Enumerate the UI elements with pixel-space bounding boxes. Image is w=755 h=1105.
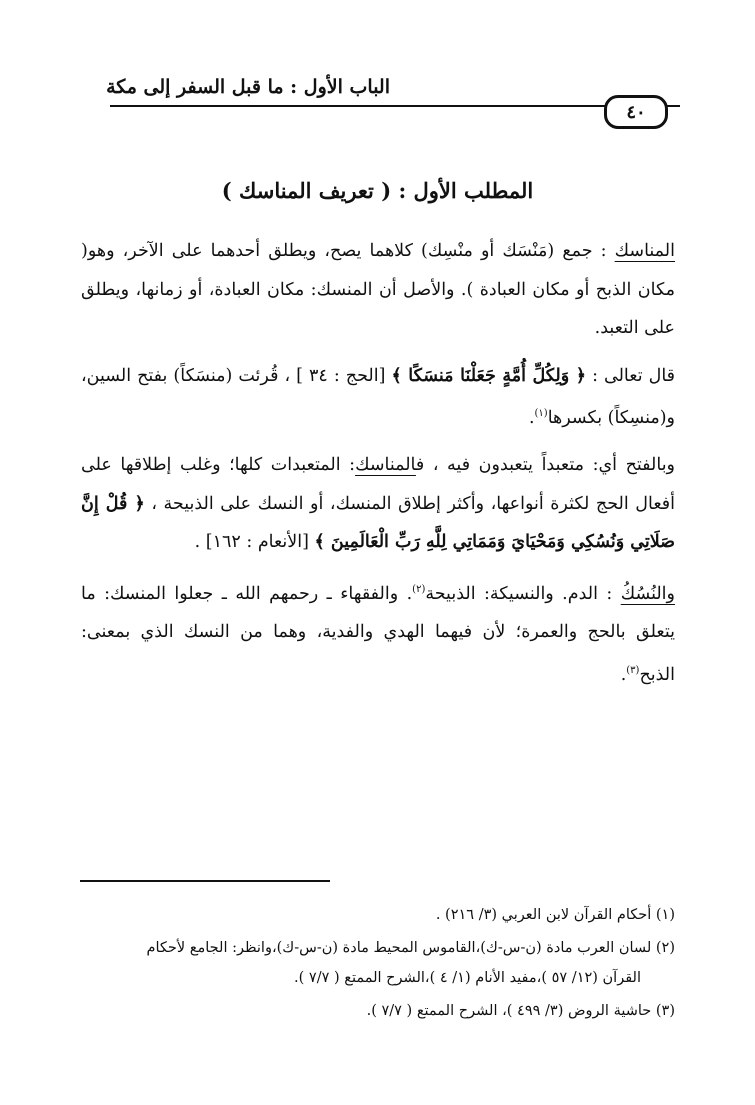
paragraph-4-end: . xyxy=(620,664,627,685)
paragraph-3-after-term: : المتعبدات كلها؛ وغلب إطلاقها على أفعال الحج لكثرة أنواعها، وأكثر إطلاق المنسك، أو النسك على الذبيحة ، xyxy=(81,455,675,514)
footnote-2 xyxy=(81,933,675,993)
paragraph-3 xyxy=(81,446,675,562)
paragraph-1 xyxy=(81,232,675,348)
header-rule xyxy=(110,105,680,107)
footnotes xyxy=(81,900,675,1029)
paragraph-4-text-1: : الدم. والنسيكة: الذبيحة xyxy=(425,583,621,604)
term-manasik: المناسك xyxy=(614,241,675,261)
footnote-mark-3: (٣) xyxy=(626,664,640,676)
paragraph-2 xyxy=(81,357,675,438)
footnote-rule xyxy=(80,880,330,882)
quran-verse-1: ﴿ وَلِكُلِّ أُمَّةٍ جَعَلْنَا مَنسَكًا ﴾ xyxy=(391,365,587,386)
footnote-mark-2: (٢) xyxy=(412,583,426,595)
paragraph-2-after-verse: [الحج : ٣٤ ] ، قُرئت (منسَكاً) بفتح السين، و(منسِكاً) بكسرها xyxy=(81,365,675,428)
paragraph-2-lead: قال تعالى : xyxy=(586,365,676,386)
footnote-3: (٣) حاشية الروض (٣/ ٤٩٩ )، الشرح الممتع ( ٧/٧ ). xyxy=(366,1003,675,1019)
footnote-2-line-2: القرآن (١٢/ ٥٧ )،مفيد الأنام (١/ ٤ )،الشرح الممتع ( ٧/٧ ). xyxy=(294,970,641,986)
quran-verse-2: ﴿ قُلْ إِنَّ صَلَاتِي وَنُسُكِي وَمَحْيَايَ وَمَمَاتِي لِلَّهِ رَبِّ الْعَالَمِينَ ﴾ xyxy=(81,493,675,553)
body-text xyxy=(81,232,675,703)
paragraph-4 xyxy=(81,571,675,694)
paragraph-1-text: : جمع (مَنْسَك أو منْسِك) كلاهما يصح، ويطلق أحدهما على الآخر، وهو( مكان الذبح أو مكان العبادة ). والأصل أن المنسك: مكان العبادة، أو زمانها، ويطلق على التعبد. xyxy=(81,241,675,338)
paragraph-2-end: . xyxy=(528,407,535,428)
paragraph-3-after-verse: [الأنعام : ١٦٢] . xyxy=(194,532,315,553)
running-head-title: الباب الأول : ما قبل السفر إلى مكة xyxy=(106,76,390,98)
paragraph-4-text-2: . والفقهاء ـ رحمهم الله ـ جعلوا المنسك: ما يتعلق بالحج والعمرة؛ لأن فيهما الهدي والفدية، وهما من النسك الذي بمعنى: الذبح xyxy=(81,583,675,685)
section-title: المطلب الأول : ( تعريف المناسك ) xyxy=(221,178,534,203)
term-nusuk: والنُسُكُ xyxy=(620,583,675,604)
paragraph-3-before-term: وبالفتح أي: متعبداً يتعبدون فيه ، ف xyxy=(415,455,676,476)
page-number: ٤٠ xyxy=(626,101,646,123)
footnote-1: (١) أحكام القرآن لابن العربي (٣/ ٢١٦) . xyxy=(435,907,675,923)
term-manasik-2: المناسك xyxy=(355,455,416,476)
page-number-badge xyxy=(604,95,668,129)
footnote-mark-1: (١) xyxy=(534,408,548,419)
footnote-2-line-1: (٢) لسان العرب مادة (ن-س-ك)،القاموس المحيط مادة (ن-س-ك)،وانظر: الجامع لأحكام xyxy=(146,940,675,956)
